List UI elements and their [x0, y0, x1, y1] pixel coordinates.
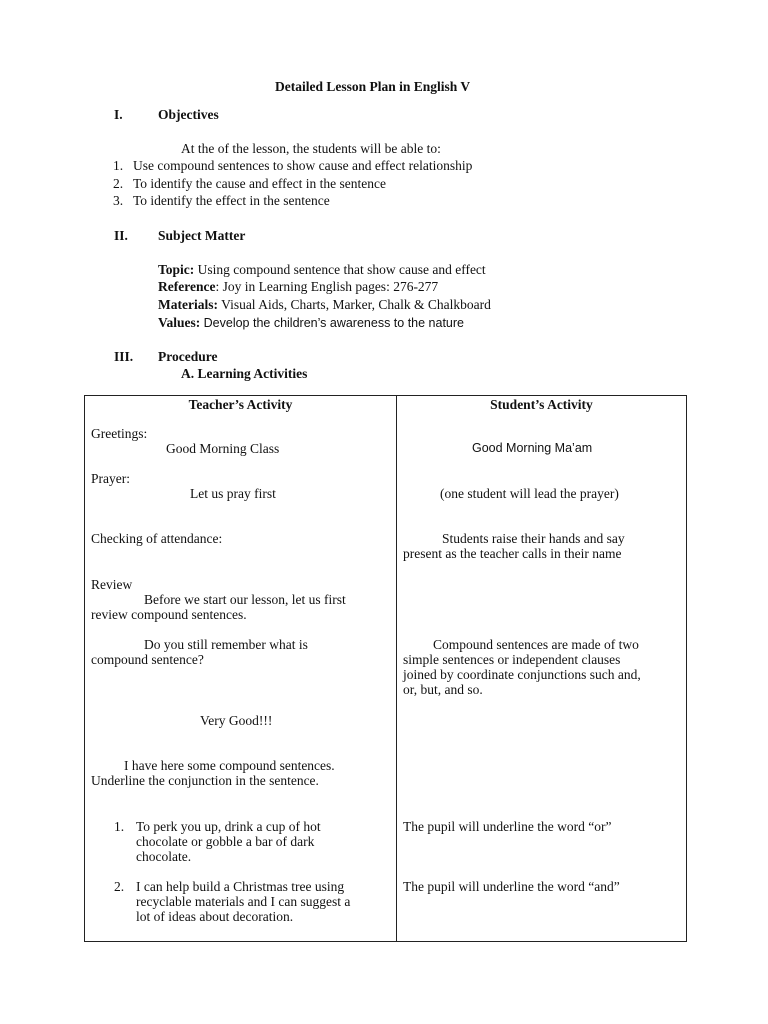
- topic-line: [158, 262, 486, 278]
- sentence-number: 1.: [114, 819, 125, 834]
- values-label: Values:: [158, 315, 201, 330]
- section-heading-procedure: Procedure: [158, 349, 218, 364]
- student-answer: The pupil will underline the word “and”: [403, 879, 620, 894]
- definition-line: simple sentences or independent clauses: [403, 652, 621, 667]
- review-line: Before we start our lesson, let us first: [144, 592, 346, 607]
- materials-label: Materials:: [158, 297, 218, 312]
- review-label: Review: [91, 577, 133, 592]
- review-line: review compound sentences.: [91, 607, 247, 622]
- reference-line: [158, 279, 438, 295]
- sentence-number: 2.: [114, 879, 125, 894]
- sentence-line: chocolate or gobble a bar of dark: [136, 834, 315, 849]
- greetings-label: Greetings:: [91, 426, 148, 441]
- materials-value: Visual Aids, Charts, Marker, Chalk & Chalkboard: [221, 297, 491, 312]
- teacher-praise: Very Good!!!: [200, 713, 273, 728]
- section-heading-objectives: Objectives: [158, 107, 219, 122]
- student-header: Student’s Activity: [490, 397, 593, 412]
- instruction-line: Underline the conjunction in the sentence.: [91, 773, 319, 788]
- sentence-line: I can help build a Christmas tree using: [136, 879, 345, 894]
- teacher-prayer: Let us pray first: [190, 486, 276, 501]
- values-line: [158, 315, 464, 331]
- prayer-label: Prayer:: [91, 471, 130, 486]
- sentence-line: recyclable materials and I can suggest a: [136, 894, 351, 909]
- section-heading-subject-matter: Subject Matter: [158, 228, 246, 243]
- section-numeral-subject-matter: II.: [114, 228, 128, 243]
- sentence-line: chocolate.: [136, 849, 192, 864]
- topic-value: Using compound sentence that show cause and effect: [197, 262, 486, 277]
- objective-text: Use compound sentences to show cause and effect relationship: [133, 158, 473, 173]
- sentence-line: To perk you up, drink a cup of hot: [136, 819, 321, 834]
- objective-text: To identify the effect in the sentence: [133, 193, 330, 208]
- student-prayer: (one student will lead the prayer): [440, 486, 619, 501]
- objective-item: [113, 193, 330, 209]
- student-answer: The pupil will underline the word “or”: [403, 819, 612, 834]
- objective-number: 3.: [113, 193, 124, 208]
- reference-value: : Joy in Learning English pages: 276-277: [215, 279, 439, 294]
- teacher-column: [85, 396, 397, 942]
- objective-number: 1.: [113, 158, 124, 173]
- definition-line: Compound sentences are made of two: [433, 637, 639, 652]
- attendance-label: Checking of attendance:: [91, 531, 223, 546]
- student-column: [397, 396, 687, 942]
- page-title: Detailed Lesson Plan in English V: [275, 79, 471, 94]
- sentence-line: lot of ideas about decoration.: [136, 909, 294, 924]
- section-numeral-procedure: III.: [114, 349, 134, 364]
- teacher-greeting: Good Morning Class: [166, 441, 280, 456]
- attendance-response: Students raise their hands and say: [442, 531, 625, 546]
- objective-item: [113, 158, 472, 174]
- objective-number: 2.: [113, 176, 124, 191]
- section-numeral-objectives: I.: [114, 107, 123, 122]
- student-greeting: Good Morning Ma’am: [472, 441, 593, 455]
- teacher-header: Teacher’s Activity: [188, 397, 293, 412]
- question-line: Do you still remember what is: [144, 637, 308, 652]
- reference-label: Reference: [158, 279, 216, 294]
- definition-line: joined by coordinate conjunctions such and,: [403, 667, 641, 682]
- values-value: Develop the children’s awareness to the nature: [203, 316, 464, 330]
- procedure-subheading: A. Learning Activities: [181, 366, 308, 381]
- objectives-intro: At the of the lesson, the students will be able to:: [181, 141, 441, 156]
- attendance-response: present as the teacher calls in their name: [403, 546, 622, 561]
- topic-label: Topic:: [158, 262, 195, 277]
- objective-item: [113, 176, 386, 192]
- instruction-line: I have here some compound sentences.: [124, 758, 335, 773]
- objective-text: To identify the cause and effect in the sentence: [133, 176, 386, 191]
- materials-line: [158, 297, 491, 313]
- question-line: compound sentence?: [91, 652, 204, 667]
- activity-table: [84, 395, 687, 942]
- definition-line: or, but, and so.: [403, 682, 483, 697]
